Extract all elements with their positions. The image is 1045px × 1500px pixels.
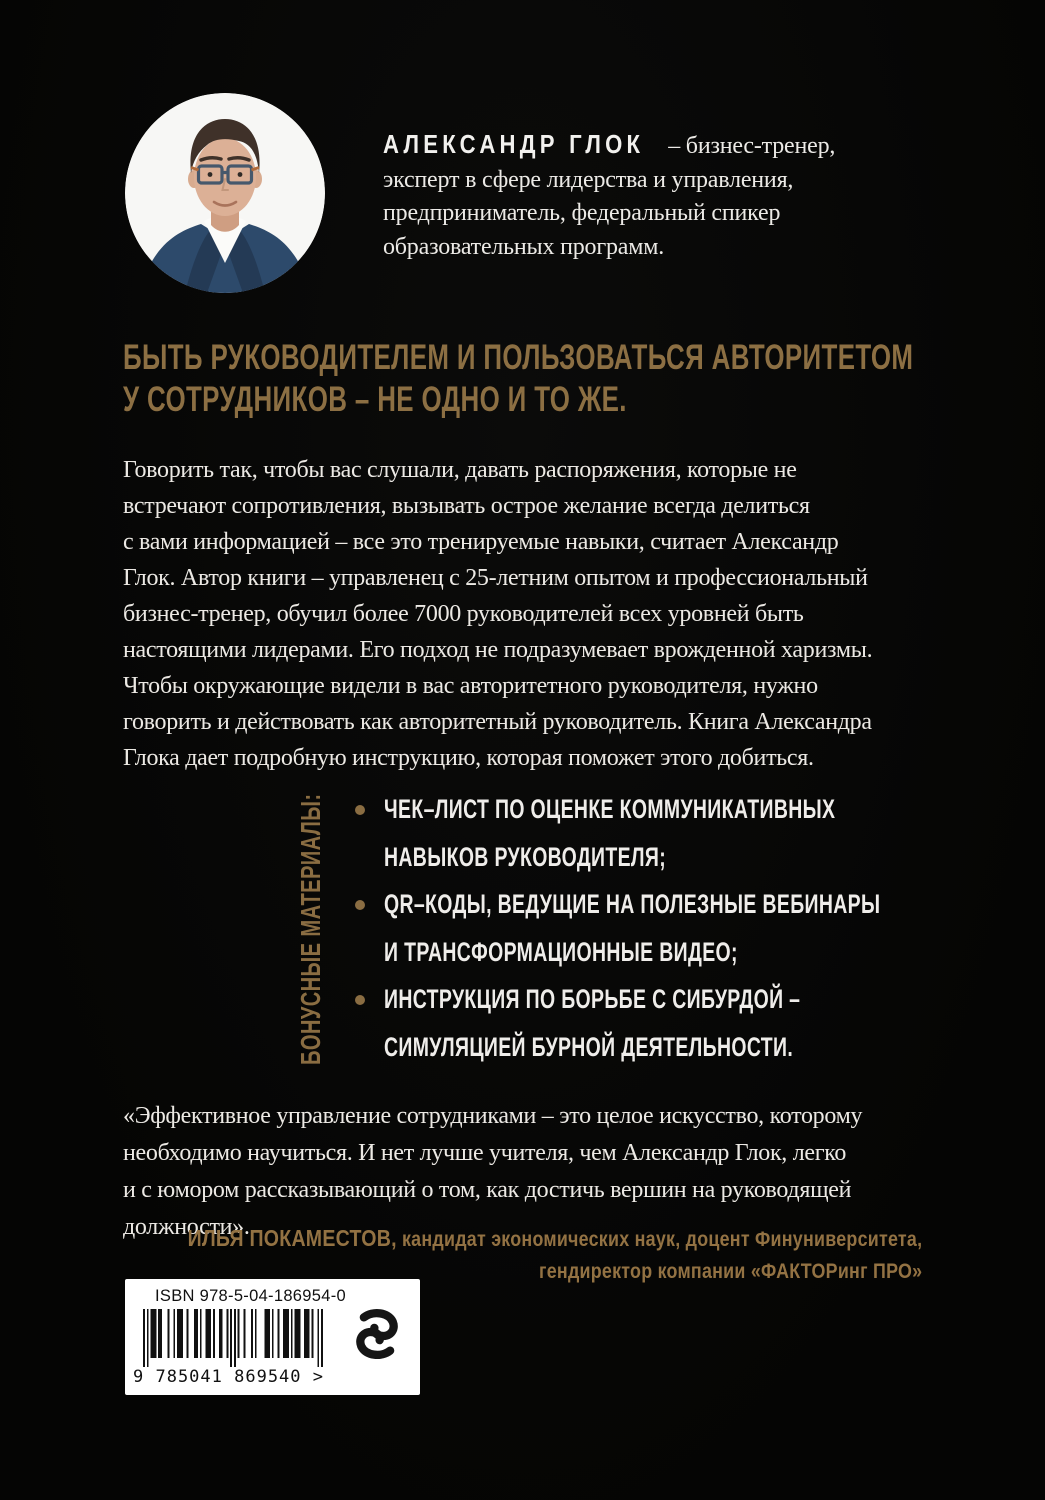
body-line: настоящими лидерами. Его подход не подразумевает врожденной харизмы. xyxy=(123,637,873,663)
author-bio-line-1 xyxy=(383,128,903,164)
author-name: АЛЕКСАНДР ГЛОК xyxy=(383,129,645,159)
body-line: говорить и действовать как авторитетный руководитель. Книга Александра xyxy=(123,709,872,735)
body-line: Глок. Автор книги – управленец с 25-летним опытом и профессиональный xyxy=(123,565,868,591)
author-portrait-icon xyxy=(125,93,325,293)
author-bio-line-2: эксперт в сфере лидерства и управления, xyxy=(383,166,794,193)
body-line: бизнес-тренер, обучил более 7000 руководителей всех уровней быть xyxy=(123,601,804,627)
bonus-item-line: QR–КОДЫ, ВЕДУЩИЕ НА ПОЛЕЗНЫЕ ВЕБИНАРЫ xyxy=(384,889,881,919)
reviewer-credentials: кандидат экономических наук, доцент Финуниверситета, xyxy=(396,1228,922,1251)
bonus-item xyxy=(384,976,1045,1071)
bonus-item-line: И ТРАНСФОРМАЦИОННЫЕ ВИДЕО; xyxy=(384,936,738,967)
bonus-materials-list xyxy=(384,786,1045,1071)
bonus-item-line: СИМУЛЯЦИЕЙ БУРНОЙ ДЕЯТЕЛЬНОСТИ. xyxy=(384,1031,794,1062)
barcode-digits: 9 785041 869540 > xyxy=(133,1367,324,1387)
quote-line: и с юмором рассказывающий о том, как достичь вершин на руководящей xyxy=(123,1177,852,1203)
bullet-dot-icon xyxy=(355,995,365,1005)
headline-line-1: БЫТЬ РУКОВОДИТЕЛЕМ И ПОЛЬЗОВАТЬСЯ АВТОРИТЕТОМ xyxy=(123,338,914,377)
attribution-line-1 xyxy=(187,1222,922,1256)
bonus-item-line: НАВЫКОВ РУКОВОДИТЕЛЯ; xyxy=(384,841,667,872)
bonus-item xyxy=(384,881,1045,976)
author-bio xyxy=(383,128,903,264)
bonus-item-line: ЧЕК–ЛИСТ ПО ОЦЕНКЕ КОММУНИКАТИВНЫХ xyxy=(384,794,836,824)
author-bio-line-3: предприниматель, федеральный спикер xyxy=(383,200,781,226)
author-photo xyxy=(125,93,325,293)
quote-line: необходимо научиться. И нет лучше учителя, чем Александр Глок, легко xyxy=(123,1140,847,1166)
body-line: Говорить так, чтобы вас слушали, давать распоряжения, которые не xyxy=(123,457,797,483)
barcode-panel xyxy=(125,1279,420,1395)
ean-barcode-image xyxy=(143,1309,323,1367)
quote-line: должности». xyxy=(123,1214,250,1240)
bonus-materials-vertical-label: БОНУСНЫЕ МАТЕРИАЛЫ: xyxy=(295,793,326,1065)
author-bio-line-4: образовательных программ. xyxy=(383,233,664,260)
bullet-dot-icon xyxy=(355,805,365,815)
body-line: Чтобы окружающие видели в вас авторитетного руководителя, нужно xyxy=(123,673,818,699)
headline-line-2: У СОТРУДНИКОВ – НЕ ОДНО И ТО ЖЕ. xyxy=(123,380,627,419)
reviewer-name: ИЛЬЯ ПОКАМЕСТОВ, xyxy=(187,1225,397,1251)
body-paragraph xyxy=(123,452,872,776)
quote-line: «Эффективное управление сотрудниками – это целое искусство, которому xyxy=(123,1103,863,1129)
bonus-item xyxy=(384,786,1045,881)
bullet-dot-icon xyxy=(355,900,365,910)
isbn-label: ISBN 978-5-04-186954-0 xyxy=(155,1287,346,1305)
bonus-item-line: ИНСТРУКЦИЯ ПО БОРЬБЕ С СИБУРДОЙ – xyxy=(384,984,801,1014)
attribution-line-2: гендиректор компании «ФАКТОРинг ПРО» xyxy=(538,1260,922,1283)
headline xyxy=(123,337,1045,421)
body-line: с вами информацией – все это тренируемые навыки, считает Александр xyxy=(123,529,839,555)
body-line: встречают сопротивления, вызывать острое желание всегда делиться xyxy=(123,493,810,519)
body-line: Глока дает подробную инструкцию, которая поможет этого добиться. xyxy=(123,745,814,771)
author-role: – бизнес-тренер, xyxy=(662,133,836,159)
publisher-eksmo-logo-icon xyxy=(349,1303,405,1365)
